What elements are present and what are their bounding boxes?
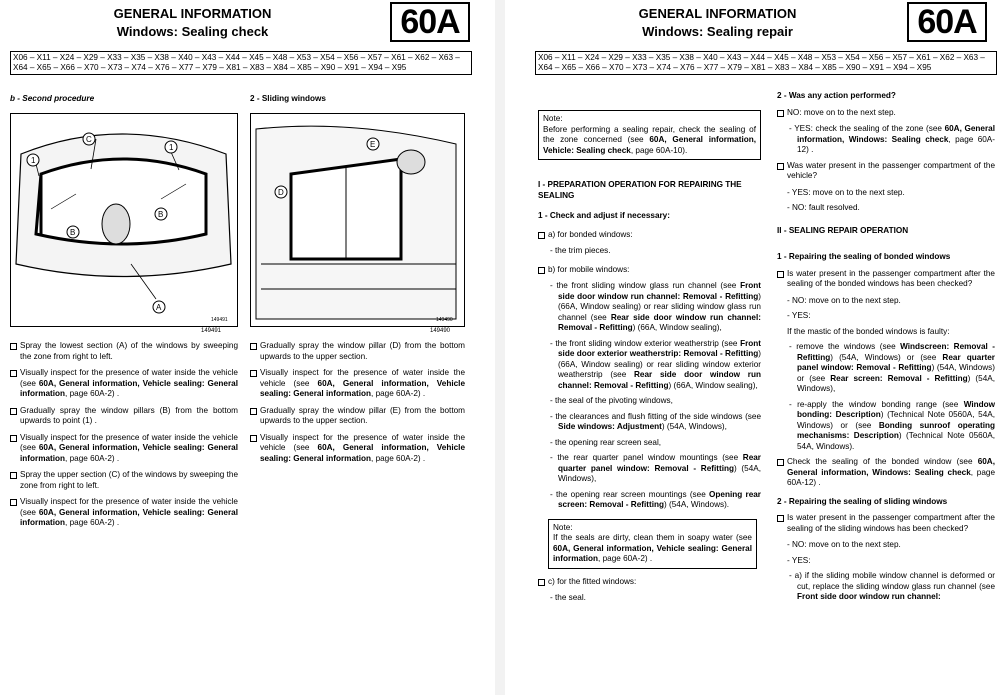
- sliding-window-figure: [250, 113, 465, 327]
- dash-ref: Rear quarter panel window: Removal - Refitting: [558, 453, 761, 473]
- step-text: Visually inspect for the presence of water inside the vehicle (see: [20, 432, 238, 452]
- step-text: , page 60A-2) .: [65, 518, 120, 527]
- step-text: , page 60A-2) .: [65, 453, 120, 463]
- figure-label-0: C: [86, 135, 92, 144]
- dash-ref: Front side door window run channel: Removal - Refitting: [558, 281, 761, 301]
- dash-text: - the front sliding window exterior weatherstrip (see: [550, 338, 741, 348]
- note-label: Note:: [553, 522, 573, 532]
- step-item: [250, 433, 465, 465]
- dash-text: ) (54A, Windows) or (see: [830, 352, 943, 362]
- checklist-item: [777, 269, 995, 290]
- checkbox-icon: [10, 408, 17, 415]
- note-text-part: If the seals are dirty, clean them in soapy water (see: [553, 533, 752, 542]
- dash-item: [777, 400, 995, 453]
- step-text: Gradually spray the window pillar (E) from the bottom upwards to the upper section.: [260, 405, 465, 425]
- checklist-item: [777, 513, 995, 534]
- step-ref: 60A, General information, Vehicle sealing: General information: [20, 443, 238, 463]
- checkbox-icon: [777, 459, 784, 466]
- procedure-heading: b - Second procedure: [10, 94, 95, 103]
- checklist-item: [538, 230, 761, 241]
- left-col2-steps: [250, 341, 465, 470]
- subsection-heading: 1 - Repairing the sealing of bonded windows: [777, 252, 951, 261]
- dash-ref: Window bonding: Description: [797, 399, 995, 419]
- note-box: [548, 519, 757, 569]
- dash-text: , page 60A-12) .: [797, 134, 995, 154]
- windscreen-figure: [10, 113, 238, 327]
- item-text: b) for mobile windows:: [548, 264, 630, 274]
- dash-ref: Rear quarter panel window: Removal - Refitting: [797, 352, 995, 372]
- step-item: [250, 368, 465, 400]
- step-ref: 60A, General information, Vehicle sealing: General information: [260, 378, 465, 398]
- subsection-heading: 1 - Check and adjust if necessary:: [538, 211, 670, 220]
- step-ref: 60A, General information, Vehicle sealing: General information: [20, 507, 238, 527]
- dash-item: [538, 396, 761, 407]
- dash-text: ) (54A, Windows).: [664, 500, 730, 509]
- dash-text: ) (Technical Note 0560A, 54A, Windows).: [797, 431, 995, 451]
- section-badge: 60A: [907, 2, 987, 42]
- dash-item: - the trim pieces.: [550, 246, 611, 255]
- figure-label-2: 1: [31, 156, 36, 165]
- dash-item: [777, 342, 995, 395]
- step-text: , page 60A-2) .: [65, 389, 120, 398]
- dash-item: [538, 453, 761, 485]
- note-text-part: , page 60A-2) .: [598, 554, 653, 563]
- dash-ref: Rear screen: Removal - Refitting: [830, 373, 968, 383]
- dash-text: ) (Technical Note 0560A, 54A, Windows) or (see: [797, 410, 995, 430]
- dash-item: [538, 438, 761, 449]
- step-text: Gradually spray the window pillar (D) from the bottom upwards to the upper section.: [260, 341, 465, 361]
- dash-item: - NO: move on to the next step.: [787, 540, 901, 549]
- figure-code: 149491: [201, 328, 222, 334]
- header-title: GENERAL INFORMATION: [113, 6, 272, 21]
- note-text: [543, 125, 756, 157]
- dash-text: ) (54A, Windows) or (see: [797, 363, 995, 383]
- note-text-part: Before performing a sealing repair, check the sealing of the zone concerned (see: [543, 124, 756, 144]
- dash-text: ) (66A, Window sealing) or rear sliding window glass run channel (see: [558, 291, 761, 322]
- checkbox-icon: [777, 271, 784, 278]
- dash-ref: Rear side door window run channel: Removal - Refitting: [558, 312, 761, 332]
- section-heading: II - SEALING REPAIR OPERATION: [777, 225, 909, 235]
- dash-item: [777, 571, 995, 603]
- step-item: [10, 470, 238, 491]
- step-ref: 60A, General information, Vehicle sealing: General information: [20, 378, 238, 398]
- checklist-item: [538, 265, 761, 276]
- dash-text: - remove the windows (see: [789, 342, 901, 351]
- checkbox-icon: [10, 370, 17, 377]
- right-column-1: [538, 110, 761, 609]
- note-text-ref: 60A, General information, Vehicle: Sealing check: [543, 135, 756, 155]
- checkbox-icon: [250, 408, 257, 415]
- item-text: , page 60A-12) .: [787, 467, 995, 487]
- checklist-item: [538, 577, 761, 588]
- checkbox-icon: [250, 370, 257, 377]
- step-item: [250, 341, 465, 362]
- dash-item: - YES:: [787, 311, 811, 320]
- vehicle-models: X06 – X11 – X24 – X29 – X33 – X35 – X38 – X40 – X43 – X44 – X45 – X48 – X53 – X54 – X56 – X57 – X61 – X62 – X63 – X64 – X65 – X66 – X70 – X73 – X74 – X76 – X77 – X79 – X81 – X83 – X84 – X85 – X90 – X91 – X94 – X95: [535, 51, 997, 75]
- step-item: [250, 406, 465, 427]
- page-header: [0, 0, 495, 46]
- dash-text: - the seal of the pivoting windows,: [550, 396, 673, 405]
- paragraph: If the mastic of the bonded windows is faulty:: [787, 326, 950, 336]
- figure-label-d: D: [278, 188, 284, 197]
- dash-ref: Front side door window run channel:: [797, 592, 941, 601]
- dash-ref: Side windows: Adjustment: [558, 422, 662, 431]
- step-item: [10, 368, 238, 400]
- figure-label-5: A: [156, 303, 162, 312]
- item-text: Is water present in the passenger compartment after the sealing of the bonded windows has been checked?: [787, 268, 995, 288]
- step-item: [10, 433, 238, 465]
- checkbox-icon: [250, 435, 257, 442]
- dash-item: - NO: fault resolved.: [787, 203, 860, 212]
- dash-item: [538, 281, 761, 334]
- subsection-heading: 2 - Repairing the sealing of sliding windows: [777, 496, 948, 506]
- item-text: Check the sealing of the bonded window (see: [787, 457, 978, 466]
- vehicle-models: X06 – X11 – X24 – X29 – X33 – X35 – X38 – X40 – X43 – X44 – X45 – X48 – X53 – X54 – X56 – X57 – X61 – X62 – X63 – X64 – X65 – X66 – X70 – X73 – X74 – X76 – X77 – X79 – X81 – X83 – X84 – X85 – X90 – X91 – X94 – X95: [10, 51, 472, 75]
- sliding-window-illustration: [251, 114, 464, 326]
- dash-item: [538, 490, 761, 511]
- checklist-item: [777, 457, 995, 489]
- figure-code: 149490: [430, 328, 451, 334]
- figure-label-4: B: [70, 228, 76, 237]
- left-page: [0, 0, 495, 695]
- figure-label-3: B: [158, 210, 164, 219]
- left-column-2: [250, 94, 465, 103]
- dash-item: [777, 124, 995, 156]
- note-label: Note:: [543, 114, 563, 123]
- note-text-ref: 60A, General information, Vehicle sealing: General information: [553, 543, 752, 563]
- checkbox-icon: [10, 499, 17, 506]
- dash-ref: Rear side door window run channel: Removal - Refitting: [558, 370, 761, 390]
- item-text: NO: move on to the next step.: [787, 107, 896, 117]
- figure-code-inner: 149491: [211, 317, 228, 323]
- checklist-item: [777, 108, 995, 119]
- note-box: [538, 110, 761, 160]
- dash-item: [538, 412, 761, 433]
- step-item: [10, 497, 238, 529]
- checkbox-icon: [777, 110, 784, 117]
- dash-text: ) (54A, Windows),: [797, 373, 995, 393]
- left-col1-steps: [10, 341, 238, 535]
- header-subtitle: Windows: Sealing repair: [642, 24, 793, 39]
- note-text-part: , page 60A-10).: [630, 145, 688, 155]
- dash-text: - the opening rear screen mountings (see: [550, 489, 710, 499]
- step-list: [250, 341, 465, 464]
- step-text: Spray the lowest section (A) of the windows by sweeping the zone from right to left.: [20, 341, 238, 361]
- section-badge: 60A: [390, 2, 470, 42]
- checklist-item: [777, 161, 995, 182]
- dash-item: - YES:: [787, 555, 811, 565]
- dash-ref: Bonding sunroof operating mechanisms: Description: [797, 420, 995, 440]
- section-heading: I - PREPARATION OPERATION FOR REPAIRING THE SEALING: [538, 180, 742, 200]
- windscreen-illustration: [11, 114, 237, 326]
- item-text: Is water present in the passenger compartment after the sealing of the sliding windows has been checked?: [787, 513, 995, 533]
- dash-text: - re-apply the window bonding range (see: [789, 399, 964, 409]
- page-header: [505, 0, 1000, 46]
- step-text: , page 60A-2) .: [371, 389, 426, 398]
- checkbox-icon: [10, 472, 17, 479]
- header-title: GENERAL INFORMATION: [638, 6, 797, 21]
- dash-item: [538, 339, 761, 392]
- dash-ref: Opening rear screen: Removal - Refitting: [558, 489, 761, 509]
- note-text: [553, 533, 752, 565]
- step-text: Visually inspect for the presence of water inside the vehicle (see: [260, 368, 465, 388]
- dash-text: ) (66A, Window sealing),: [632, 323, 722, 332]
- dash-text: - a) if the sliding mobile window channel is deformed or cut, replace the sliding window glass run channel (see: [789, 571, 995, 591]
- step-text: , page 60A-2) .: [371, 453, 426, 463]
- dash-text: - the rear quarter panel window mountings (see: [550, 453, 743, 462]
- step-text: Visually inspect for the presence of water inside the vehicle (see: [260, 432, 465, 452]
- step-ref: 60A, General information, Vehicle sealing: General information: [260, 443, 465, 463]
- dash-text: - YES: check the sealing of the zone (see: [789, 124, 945, 133]
- item-ref: 60A, General information, Windows: Sealing check: [787, 457, 995, 477]
- dash-ref: Front side door exterior weatherstrip: Removal - Refitting: [558, 338, 761, 358]
- dash-item: - NO: move on to the next step.: [787, 295, 901, 305]
- dash-text: ) (54A, Windows),: [661, 422, 727, 431]
- right-column-2: [777, 91, 995, 608]
- dash-text: - the clearances and flush fitting of the side windows (see: [550, 411, 761, 421]
- right-page: [505, 0, 1000, 695]
- sliding-windows-heading: 2 - Sliding windows: [250, 94, 326, 103]
- left-column-1: [10, 94, 238, 103]
- checkbox-icon: [777, 163, 784, 170]
- figure-label-1: 1: [169, 143, 174, 152]
- step-item: [10, 341, 238, 362]
- dash-text: ) (54A, Windows),: [558, 463, 761, 483]
- dash-text: ) (66A, Window sealing) or rear sliding window exterior weatherstrip (see: [558, 349, 761, 379]
- checkbox-icon: [10, 435, 17, 442]
- subsection-heading: 2 - Was any action performed?: [777, 91, 896, 100]
- item-text: Was water present in the passenger compartment of the vehicle?: [787, 160, 995, 180]
- figure-code-inner: 149490: [436, 317, 453, 323]
- dash-list: [538, 281, 761, 511]
- checkbox-icon: [538, 232, 545, 239]
- dash-item: - the seal.: [550, 593, 586, 602]
- checkbox-icon: [538, 579, 545, 586]
- step-text: Visually inspect for the presence of water inside the vehicle (see: [20, 497, 238, 517]
- step-text: Spray the upper section (C) of the windows by sweeping the zone from right to left.: [20, 470, 238, 490]
- dash-ref: 60A, General information, Windows: Sealing check: [797, 124, 995, 144]
- checkbox-icon: [250, 343, 257, 350]
- checkbox-icon: [538, 267, 545, 274]
- step-item: [10, 406, 238, 427]
- dash-text: - the front sliding window glass run channel (see: [550, 281, 741, 290]
- item-text: a) for bonded windows:: [548, 229, 633, 239]
- item-text: c) for the fitted windows:: [548, 576, 637, 586]
- header-subtitle: Windows: Sealing check: [116, 24, 269, 39]
- step-list: [10, 341, 238, 529]
- dash-text: - the opening rear screen seal,: [550, 437, 662, 447]
- page-gutter: [495, 0, 505, 695]
- checkbox-icon: [10, 343, 17, 350]
- checkbox-icon: [777, 515, 784, 522]
- dash-text: ) (66A, Window sealing),: [668, 380, 758, 390]
- figure-label-e: E: [370, 140, 376, 149]
- dash-item: - YES: move on to the next step.: [787, 187, 905, 197]
- step-text: Gradually spray the window pillars (B) from the bottom upwards to point (1) .: [20, 405, 238, 425]
- step-text: Visually inspect for the presence of water inside the vehicle (see: [20, 368, 238, 388]
- dash-ref: Windscreen: Removal - Refitting: [797, 342, 995, 362]
